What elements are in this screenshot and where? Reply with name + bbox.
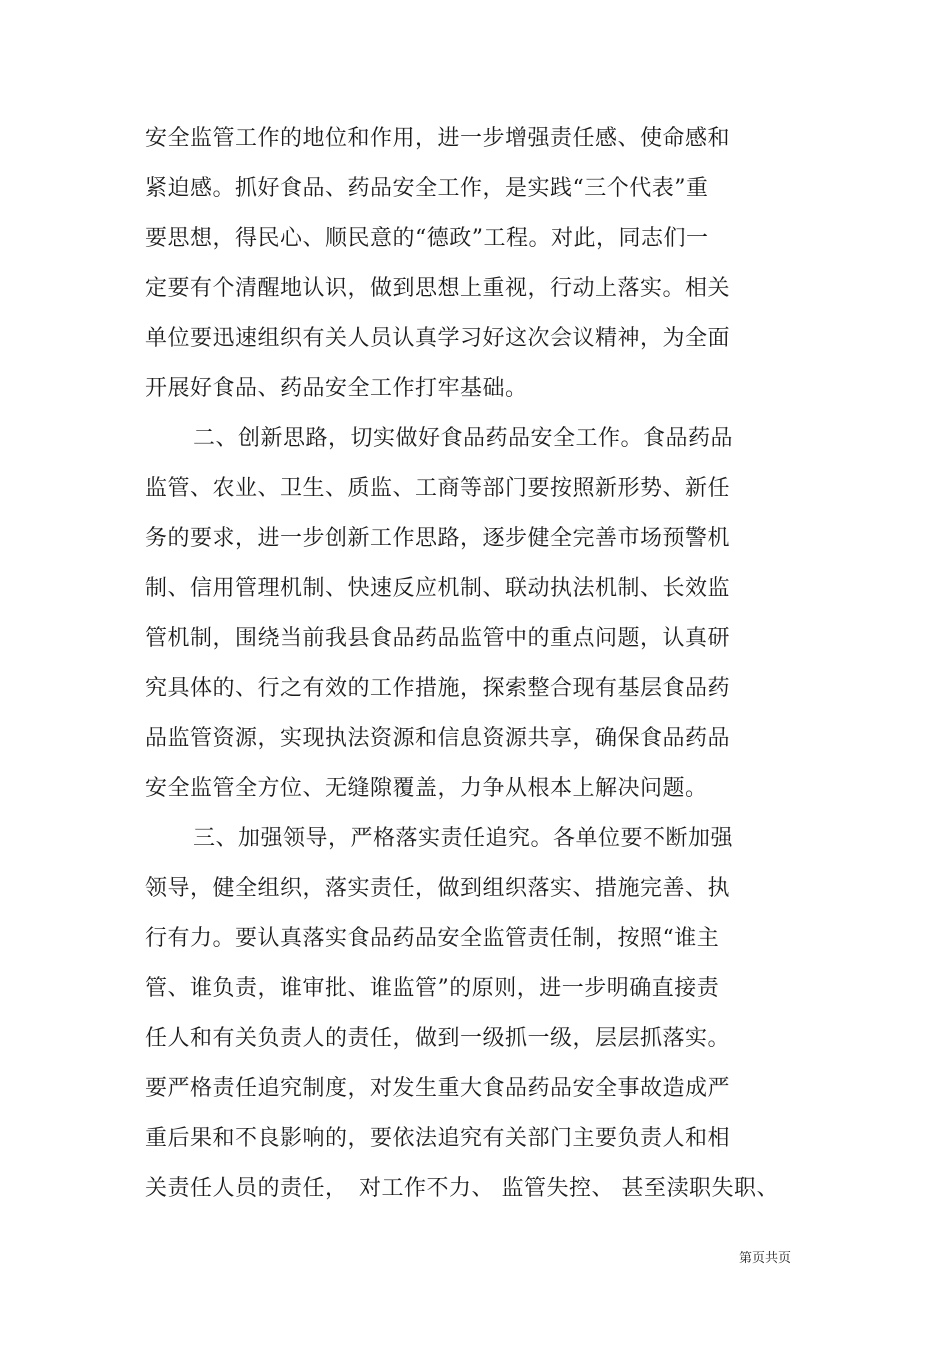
text-line: 定要有个清醒地认识，做到思想上重视，行动上落实。相关 — [145, 276, 731, 301]
text-line: 任人和有关负责人的责任，做到一级抓一级，层层抓落实。 — [145, 1026, 731, 1051]
text-line: 单位要迅速组织有关人员认真学习好这次会议精神，为全面 — [145, 326, 731, 351]
text-line: 安全监管全方位、无缝隙覆盖，力争从根本上解决问题。 — [145, 776, 708, 801]
text-line: 制、信用管理机制、快速反应机制、联动执法机制、长效监 — [145, 576, 731, 601]
text-line: 重后果和不良影响的，要依法追究有关部门主要负责人和相 — [145, 1126, 731, 1151]
text-line: 关责任人员的责任， 对工作不力、 监管失控、 甚至渎职失职、 — [145, 1176, 779, 1201]
text-line: 安全监管工作的地位和作用，进一步增强责任感、使命感和 — [145, 126, 731, 151]
paragraph-start-line: 三、加强领导，严格落实责任追究。各单位要不断加强 — [193, 826, 734, 851]
text-line: 管、谁负责，谁审批、谁监管”的原则，进一步明确直接责 — [145, 976, 720, 1001]
text-line: 领导，健全组织，落实责任，做到组织落实、措施完善、执 — [145, 876, 731, 901]
paragraph-start-line: 二、创新思路，切实做好食品药品安全工作。食品药品 — [193, 426, 734, 451]
text-line: 紧迫感。抓好食品、药品安全工作，是实践“三个代表”重 — [145, 176, 709, 201]
text-line: 品监管资源，实现执法资源和信息资源共享，确保食品药品 — [145, 726, 731, 751]
text-line: 务的要求，进一步创新工作思路，逐步健全完善市场预警机 — [145, 526, 731, 551]
body-text — [145, 114, 805, 1214]
page-footer: 第页共页 — [739, 1251, 792, 1266]
text-line: 究具体的、行之有效的工作措施，探索整合现有基层食品药 — [145, 676, 731, 701]
text-line: 要严格责任追究制度，对发生重大食品药品安全事故造成严 — [145, 1076, 731, 1101]
text-line: 管机制，围绕当前我县食品药品监管中的重点问题，认真研 — [145, 626, 731, 651]
text-line: 开展好食品、药品安全工作打牢基础。 — [145, 376, 528, 401]
text-line: 行有力。要认真落实食品药品安全监管责任制，按照“谁主 — [145, 926, 720, 951]
text-line: 要思想，得民心、顺民意的“德政”工程。对此，同志们一 — [145, 226, 709, 251]
text-line: 监管、农业、卫生、质监、工商等部门要按照新形势、新任 — [145, 476, 731, 501]
